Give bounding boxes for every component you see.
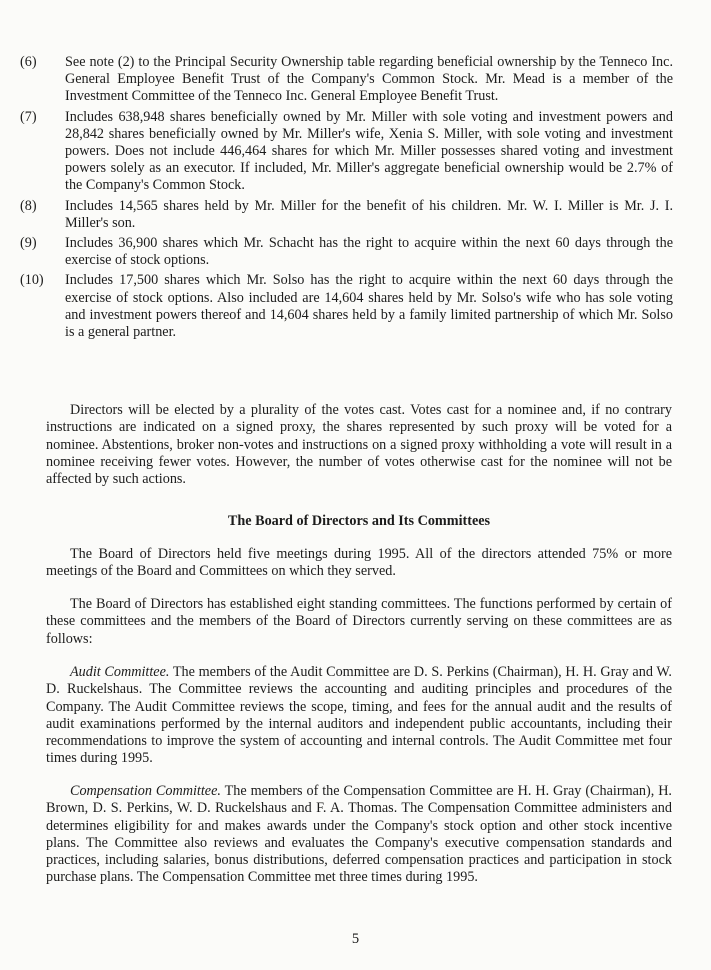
footnote-number: (7) (20, 108, 37, 125)
footnote-number: (6) (20, 54, 37, 70)
footnote-9 (18, 235, 673, 269)
committees-intro-paragraph: The Board of Directors has established eight standing committees. The functions performed by certain of these committees and the members of the Board of Directors currently serving on these committees are as follows: (46, 596, 672, 647)
footnote-number: (8) (20, 197, 37, 214)
footnote-number: (9) (20, 235, 37, 252)
audit-committee-paragraph (46, 664, 672, 768)
committees-intro-section (46, 596, 672, 648)
footnote-text: Includes 14,565 shares held by Mr. Miller for the benefit of his children. Mr. W. I. Miller is Mr. J. I. Miller's son. (65, 197, 673, 231)
footnote-10 (18, 272, 673, 341)
footnote-text: Includes 36,900 shares which Mr. Schacht has the right to acquire within the next 60 days through the exercise of stock options. (65, 235, 673, 269)
compensation-committee-title: Compensation Committee. (70, 783, 221, 799)
audit-committee-title: Audit Committee. (70, 664, 170, 680)
footnote-text: Includes 638,948 shares beneficially owned by Mr. Miller with sole voting and investment powers and 28,842 shares beneficially owned by Mr. Miller's wife, Xenia S. Miller, with sole voting and investment powers. Does not include 446,464 shares for which Mr. Miller possesses shared voting and investment powers solely as an executor. If included, Mr. Miller's aggregate beneficial ownership would be 2.7% of the Company's Common Stock. (65, 108, 673, 194)
footnotes (18, 54, 673, 344)
directors-election-paragraph: Directors will be elected by a plurality of the votes cast. Votes cast for a nominee and, if no contrary instructions are indicated on a signed proxy, the shares represented by such proxy will be voted for a nominee. Abstentions, broker non-votes and instructions on a signed proxy withholding a vote will result in a nominee receiving fewer votes. However, the number of votes otherwise cast for the nominee will not be affected by such actions. (46, 402, 672, 488)
audit-committee-section (46, 664, 672, 768)
footnote-7 (18, 109, 673, 195)
meetings-paragraph: The Board of Directors held five meetings during 1995. All of the directors attended 75% or more meetings of the Board and Committees on which they served. (46, 546, 672, 580)
compensation-committee-paragraph (46, 783, 672, 887)
meetings-section (46, 546, 672, 581)
directors-election-section (46, 402, 672, 488)
compensation-committee-text: The members of the Compensation Committee are H. H. Gray (Chairman), H. Brown, D. S. Perkins, W. D. Ruckelshaus and F. A. Thomas. The Compensation Committee administers and determines eligibility for and makes awards under the Company's stock option and other stock incentive plans. The Committee also reviews and evaluates the Company's executive compensation standards and practices, including salaries, bonus distributions, deferred compensation practices and participation in stock purchase plans. The Compensation Committee met three times during 1995. (46, 783, 672, 886)
compensation-committee-section (46, 783, 672, 887)
section-heading: The Board of Directors and Its Committees (227, 513, 491, 529)
footnote-8 (18, 198, 673, 232)
footnote-6 (18, 54, 673, 106)
footnote-text: See note (2) to the Principal Security Ownership table regarding beneficial ownership by the Tenneco Inc. General Employee Benefit Trust of the Company's Common Stock. Mr. Mead is a member of the Investment Committee of the Tenneco Inc. General Employee Benefit Trust. (65, 54, 673, 105)
audit-committee-text: The members of the Audit Committee are D. S. Perkins (Chairman), H. H. Gray and W. D. Ruckelshaus. The Committee reviews the accounting and auditing principles and procedures of the Company. The Audit Committee reviews the scope, timing, and fees for the annual audit and the results of audit examinations performed by the internal auditors and independent public accountants, including their recommendations to improve the system of accounting and internal controls. The Audit Committee met four times during 1995. (46, 664, 672, 767)
footnote-number: (10) (20, 272, 44, 289)
footnote-text: Includes 17,500 shares which Mr. Solso has the right to acquire within the next 60 days through the exercise of stock options. Also included are 14,604 shares held by Mr. Solso's wife who has sole voting and investment powers thereof and 14,604 shares held by a family limited partnership of which Mr. Solso is a general partner. (65, 272, 673, 341)
page-number: 5 (351, 931, 360, 947)
